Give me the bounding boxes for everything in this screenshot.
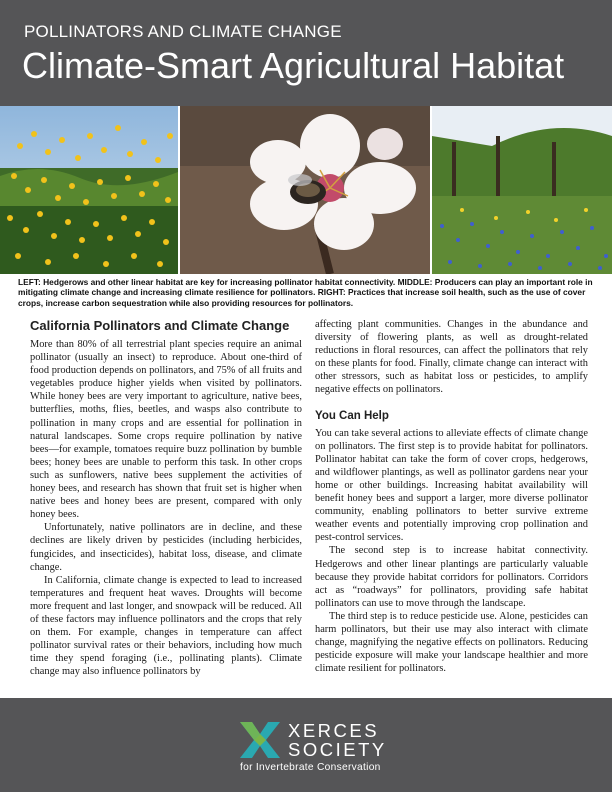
photo-caption: LEFT: Hedgerows and other linear habitat are key for increasing pollinator habitat connectivity. MIDDLE: Producers can play an important role in mitigating climate change and increasing climate resilience for pollinators. RIGHT: Practices that increase soil health, such as the use of cover crops, increase carbon sequestration while also providing resources for pollinators.: [18, 277, 593, 308]
series-kicker: POLLINATORS AND CLIMATE CHANGE: [24, 22, 342, 41]
paragraph: Unfortunately, native pollinators are in decline, and these declines are likely driven by pesticides (including herbicides, fungicides, and insecticides), habitat loss, disease, and climate change.: [30, 522, 302, 573]
logo-wordmark-xerces: XERCES: [288, 720, 380, 741]
paragraph: More than 80% of all terrestrial plant species require an animal pollinator (usually an insect) to reproduce. About one-third of food production depends on pollinators, and 75% of all fruits and vegetables produce higher yields when visited by pollinators. While honey bees are very important to agriculture, native bees, butterflies, moths, flies, beetles, and wasps also contribute to pollination in many crops and are essential for pollination in natural landscapes. Some crops require pollination by native bees—for example, tomatoes require buzz pollination by bumble bees; honey bees are unable to perform this task. In other crops such as sunflowers, native bees supplement the activities of honey bees, and research has shown that fruit set is higher when native bees and honey bees are present, compared with only honey bees.: [30, 339, 302, 521]
logo-tagline: for Invertebrate Conservation: [240, 762, 381, 773]
logo-wordmark-society: SOCIETY: [288, 739, 387, 760]
right-column: [315, 318, 588, 675]
photo-hedgerow: [0, 106, 178, 274]
page-title: Climate-Smart Agricultural Habitat: [22, 45, 565, 86]
section-heading-california: California Pollinators and Climate Change: [30, 318, 290, 333]
paragraph: You can take several actions to alleviate effects of climate change on pollinators. The first step is to provide habitat for pollinators. Pollinator habitat can take the form of cover crops, hedgerows, and wildflower plantings, as well as pollinator gardens near your home or other buildings. Increasing habitat availability will benefit honey bees and support a larger, more diverse pollinator community, enabling pollinators to better survive extreme weather events and potentially improving crop pollination and pest-control services.: [315, 427, 588, 544]
header-band: [0, 0, 612, 106]
photo-strip: [0, 106, 612, 274]
photo-bee-blossom: [180, 106, 430, 274]
paragraph: The third step is to reduce pesticide use. Alone, pesticides can harm pollinators, but their use may also interact with climate change, magnifying the negative effects on pollinators. Reducing pesticide exposure will make your landscape healthier and more climate resilient for pollinators.: [315, 610, 588, 675]
paragraph-continued: affecting plant communities. Changes in the abundance and diversity of flowering plants, as well as drought-related reductions in floral resources, can affect the pollinators that rely on these plants for food. Finally, climate change can interact with other stressors, such as habitat loss or pesticides, to amplify negative effects on pollinators.: [315, 319, 588, 396]
photo-orchard-cover-crop: [432, 106, 612, 274]
left-column: [30, 318, 302, 678]
xerces-logo-icon: [238, 720, 282, 760]
section-heading-you-can-help: You Can Help: [315, 409, 389, 422]
paragraph: In California, climate change is expected to lead to increased temperatures and frequent heat waves. Droughts will become more frequent and last longer, and snowpack will be reduced. All of these factors may influence pollinators and the crops that rely on them. For example, changes in temperature can affect pollinator survival rates or their behaviors, including how much time they spend foraging (i.e., pollinating plants). Climate change may also influence pollinators by: [30, 574, 302, 678]
paragraph: The second step is to increase habitat connectivity. Hedgerows and other linear plantings are particularly valuable because they provide habitat corridors for pollinators. Corridors act as “roadways” for pollinators, providing safe habitat pollinators can use to move through the landscape.: [315, 545, 588, 609]
